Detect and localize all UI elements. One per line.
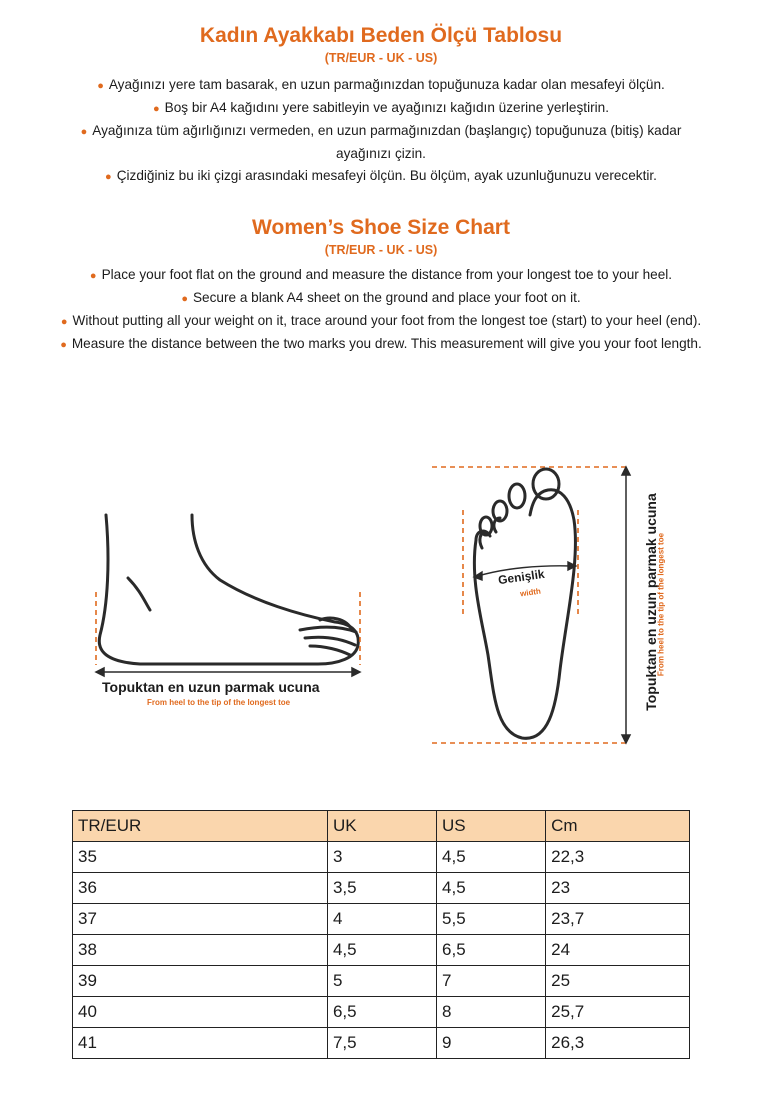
table-row bbox=[73, 997, 690, 1028]
cell-uk: 4,5 bbox=[327, 935, 436, 966]
en-instruction-item: ● Without putting all your weight on it, trace around your foot from the longest toe (start) to your heel (end). bbox=[60, 313, 702, 328]
cell-cm: 23 bbox=[546, 873, 690, 904]
bullet-icon: ● bbox=[80, 126, 88, 138]
bullet-icon: ● bbox=[105, 171, 112, 183]
cell-tr-eur: 39 bbox=[73, 966, 328, 997]
table-row bbox=[73, 873, 690, 904]
cell-cm: 22,3 bbox=[546, 842, 690, 873]
cell-tr-eur: 37 bbox=[73, 904, 328, 935]
header-cm: Cm bbox=[546, 811, 690, 842]
cell-cm: 26,3 bbox=[546, 1028, 690, 1059]
side-length-label: Topuktan en uzun parmak ucuna bbox=[102, 679, 320, 695]
en-instruction-item: ● Secure a blank A4 sheet on the ground and place your foot on it. bbox=[181, 290, 581, 305]
cell-us: 9 bbox=[437, 1028, 546, 1059]
cell-cm: 24 bbox=[546, 935, 690, 966]
cell-us: 7 bbox=[437, 966, 546, 997]
length-sublabel: From heel to the tip of the longest toe bbox=[656, 532, 666, 677]
tr-instruction-item: ● Ayağınıza tüm ağırlığınızı vermeden, en uzun parmağınızdan (başlangıç) topuğunuza (bitiş) kadar ayağınızı çizin. bbox=[80, 123, 682, 161]
bullet-icon: ● bbox=[181, 293, 188, 305]
length-arrow bbox=[622, 467, 630, 743]
length-label: Topuktan en uzun parmak ucuna bbox=[643, 493, 659, 711]
cell-cm: 23,7 bbox=[546, 904, 690, 935]
cell-us: 4,5 bbox=[437, 842, 546, 873]
cell-us: 8 bbox=[437, 997, 546, 1028]
width-label: Genişlik bbox=[497, 566, 546, 588]
bullet-icon: ● bbox=[97, 80, 104, 92]
sole-dashed-guides bbox=[432, 467, 626, 743]
sole-foot-illustration bbox=[474, 469, 575, 738]
cell-us: 5,5 bbox=[437, 904, 546, 935]
table-header-row bbox=[73, 811, 690, 842]
bullet-icon: ● bbox=[153, 103, 160, 115]
cell-uk: 6,5 bbox=[327, 997, 436, 1028]
en-instructions bbox=[60, 264, 702, 356]
en-title: Women’s Shoe Size Chart bbox=[252, 216, 510, 239]
cell-us: 4,5 bbox=[437, 873, 546, 904]
cell-us: 6,5 bbox=[437, 935, 546, 966]
header-tr-eur: TR/EUR bbox=[73, 811, 328, 842]
table-row bbox=[73, 935, 690, 966]
cell-uk: 7,5 bbox=[327, 1028, 436, 1059]
table-row bbox=[73, 842, 690, 873]
side-length-sublabel: From heel to the tip of the longest toe bbox=[147, 698, 291, 707]
tr-subtitle: (TR/EUR - UK - US) bbox=[324, 51, 438, 65]
tr-title: Kadın Ayakkabı Beden Ölçü Tablosu bbox=[199, 24, 563, 47]
side-length-arrow bbox=[96, 668, 360, 676]
header-uk: UK bbox=[327, 811, 436, 842]
cell-uk: 5 bbox=[327, 966, 436, 997]
cell-cm: 25 bbox=[546, 966, 690, 997]
table-row bbox=[73, 1028, 690, 1059]
bullet-icon: ● bbox=[60, 316, 68, 328]
header-us: US bbox=[437, 811, 546, 842]
width-sublabel: width bbox=[519, 586, 542, 599]
cell-tr-eur: 36 bbox=[73, 873, 328, 904]
tr-instruction-item: ● Boş bir A4 kağıdını yere sabitleyin ve ayağınızı kağıdın üzerine yerleştirin. bbox=[153, 100, 609, 115]
tr-instructions bbox=[60, 74, 702, 188]
bullet-icon: ● bbox=[60, 339, 67, 351]
cell-uk: 3 bbox=[327, 842, 436, 873]
en-subtitle: (TR/EUR - UK - US) bbox=[324, 243, 438, 257]
cell-tr-eur: 40 bbox=[73, 997, 328, 1028]
bullet-icon: ● bbox=[89, 270, 97, 282]
side-foot-illustration bbox=[99, 515, 358, 664]
cell-uk: 3,5 bbox=[327, 873, 436, 904]
cell-tr-eur: 38 bbox=[73, 935, 328, 966]
table-row bbox=[73, 966, 690, 997]
cell-tr-eur: 35 bbox=[73, 842, 328, 873]
cell-tr-eur: 41 bbox=[73, 1028, 328, 1059]
size-table bbox=[72, 810, 690, 1059]
en-instruction-item: ● Measure the distance between the two marks you drew. This measurement will give you your foot length. bbox=[60, 336, 702, 351]
table-row bbox=[73, 904, 690, 935]
en-instruction-item: ● Place your foot flat on the ground and measure the distance from your longest toe to your heel. bbox=[89, 267, 673, 282]
cell-uk: 4 bbox=[327, 904, 436, 935]
tr-instruction-item: ● Çizdiğiniz bu iki çizgi arasındaki mesafeyi ölçün. Bu ölçüm, ayak uzunluğunuzu verecektir. bbox=[105, 168, 657, 183]
tr-instruction-item: ● Ayağınızı yere tam basarak, en uzun parmağınızdan topuğunuza kadar olan mesafeyi ölçün. bbox=[97, 77, 665, 92]
cell-cm: 25,7 bbox=[546, 997, 690, 1028]
